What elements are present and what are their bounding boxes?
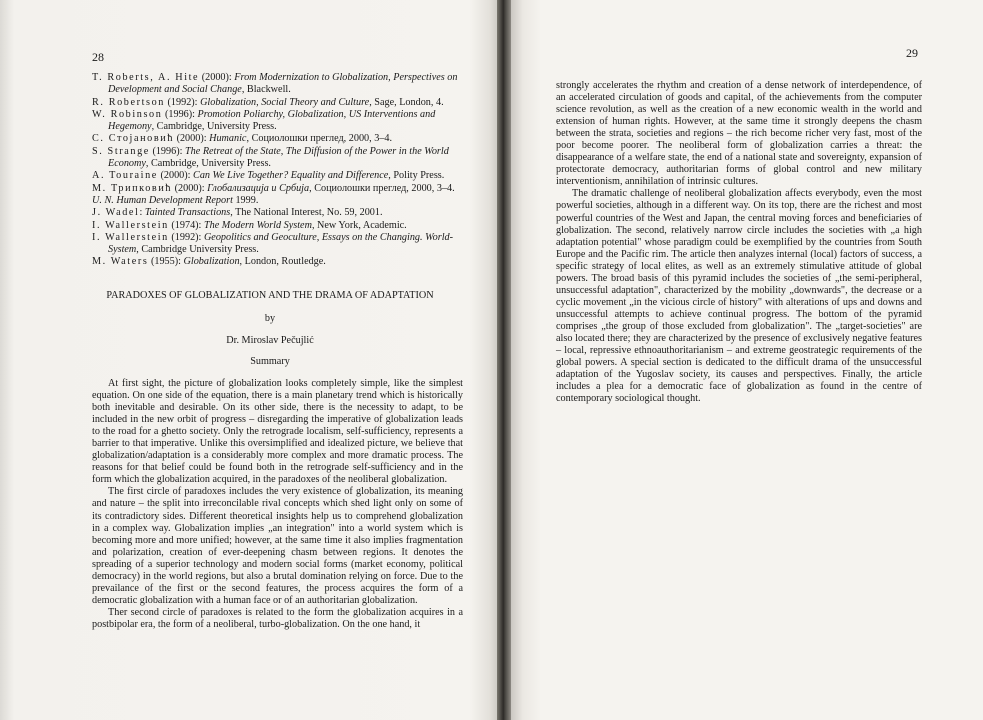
author-name: Dr. Miroslav Pečujlić [226,335,314,346]
reference-title: The Retreat of the State, The Diffusion of the Power in the World Economy [108,145,449,170]
summary-paragraph: The dramatic challenge of neoliberal globalization affects everybody, even the most powerful societies, although in a different way. On its top, there are the richest and most powerful countries of the West and Japan, the central moving forces and beneficiaries of globalization. The second, relatively narrow circle includes the societies with „a high adaptation potential" whose paradigm could be exemplified by the countries from South Europe and the Pacific rim. The article then analyzes internal (local) factors of success, a specific strategy of local elites, as well as an extremely stimulative attitude of global powers. The broad basis of this pyramid includes the societies of „the semi-peripheral, unsuccessful adaptation", characterized by the mobility „downwards", the decrease or a cyclic movement „in the vicious circle of history" with alterations of ups and downs and unsuccessful attempts to achieve continual progress. The bottom of the pyramid comprises „the group of those excluded from globalization". The „target-societies" are also located there; they are characterized by the presence of exclusively negative features – local, repressive ethnoauthoritarianism – and extreme geostrategic requirements of the global powers. A special section is dedicated to the difficult drama of the unsuccessful adaptation of the Yugoslav society, its causes and perspectives. Finally, the article includes a plea for a democratic face of globalization as found in the centre of contemporary sociological thought. [556,188,922,405]
reference-rest: (2000): [157,170,194,182]
reference-entry [92,170,462,182]
book-gutter [497,0,511,720]
reference-entry [92,220,462,232]
reference-rest: (1955): [148,256,184,268]
reference-entry [92,109,462,134]
summary-text-left [92,378,463,631]
reference-author: J. Wadel [92,207,140,219]
summary-heading: Summary [250,356,290,367]
reference-rest: (1996): [149,145,185,157]
reference-rest: (1996): [162,108,198,120]
page-number-right: 29 [906,46,918,60]
reference-after: , Polity Press. [388,170,445,182]
reference-after: , Социолошки преглед, 2000, 3–4. [309,182,455,194]
reference-entry [92,256,462,268]
reference-after: , The National Interest, No. 59, 2001. [230,207,383,219]
byline-by: by [264,313,276,324]
reference-after: , Cambridge, University Press. [151,121,277,133]
reference-after: , Cambridge, University Press. [145,158,271,170]
reference-title: Can We Live Together? Equality and Difference [193,170,389,182]
article-title: PARADOXES OF GLOBALIZATION AND THE DRAMA OF ADAPTATION [106,290,434,301]
reference-title: Globalization [183,256,240,268]
reference-rest: (2000): [174,133,210,145]
reference-list [92,72,462,269]
reference-after: , Blackwell. [241,84,291,96]
reference-entry [92,195,462,207]
page-number-left: 28 [92,50,104,64]
reference-entry [92,72,462,97]
reference-after: , Sage, London, 4. [369,96,444,108]
reference-title: Promotion Poliarchy, Globalization, US Interventions and Hegemony [108,108,436,133]
reference-entry [92,207,462,219]
reference-rest: (2000): [199,72,235,83]
reference-after: 1999. [232,194,259,206]
reference-title: Humanic [209,133,247,145]
reference-entry [92,232,462,257]
summary-paragraph: The first circle of paradoxes includes the very existence of globalization, its meaning and nature – the split into irreconcilable rival concepts which shed light only on some of its contradictory sides. Different theoretical insights help us to comprehend globalization in a complex way. Globalization implies „an integration" into a world system which is becoming more and more unified; however, at the same time it also implies fragmentation and polarization, creation of ever-deepening chasm between regions. It denotes the spreading of a superior technology and modern social forms (market economy, political democracy) in the world regions, but also a brutal domination relying on force. Due to the prevailance of the first or the second features, the process acquires the form of a democratic globalization with a human face or of an authoritarian globalization. [92,486,463,606]
reference-title: Глобализација и Србија [207,182,310,194]
reference-rest: (1974): [168,219,204,231]
reference-author: S. Strange [92,145,150,157]
summary-text-right [556,80,922,405]
reference-entry [92,133,462,145]
reference-title: Geopolitics and Geoculture, Essays on the Changing. World-System [108,231,454,256]
reference-rest: (1992): [164,96,201,108]
reference-author: R. Robertson [92,96,165,108]
reference-author: T. Roberts, A. Hite [92,72,200,83]
reference-author: W. Robinson [92,108,163,120]
reference-title: Tainted Transactions [144,207,231,219]
summary-paragraph: At first sight, the picture of globalization looks completely simple, like the simplest equation. On one side of the equation, there is a main planetary trend which is historically both inevitable and desirable. On its other side, there is the necessity to adapt, to be included in the new orbit of progress – disregarding the imperative of globalization leads to the road for a ghetto society. Only the retrograde localism, self-sufficiency, represents a barrier to that imperative. Unlike this oversimplified and idealized picture, we believe that globalization/adaptation is a considerably more complex and more dramatic process. The reasons for that belief could be found both in the retrograde self-sufficiency and in the form which the globalization acquired, in the paradoxes of the neoliberal globalization. [92,378,463,486]
reference-rest: : [139,207,145,219]
reference-title: U. N. Human Development Report [92,194,233,206]
reference-author: I. Wallerstein [92,219,169,231]
reference-title: From Modernization to Globalization, Perspectives on Development and Social Change [108,72,458,96]
reference-after: , London, Routledge. [239,256,326,268]
reference-entry [92,146,462,171]
reference-author: С. Стојановић [92,133,175,145]
reference-after: , New York, Academic. [311,219,407,231]
reference-after: , Социолошки преглед, 2000, 3–4. [246,133,393,145]
reference-title: Globalization, Social Theory and Culture [200,96,370,108]
reference-rest: (1992): [168,231,204,243]
reference-title: The Modern World System [203,219,312,231]
reference-author: М. Трипковић [92,182,173,194]
reference-entry [92,97,462,109]
reference-author: A. Touraine [92,170,158,182]
summary-paragraph: Ther second circle of paradoxes is related to the form the globalization acquires in a postbipolar era, the form of a neoliberal, turbo-globalization. On the one hand, it [92,606,463,630]
summary-paragraph: strongly accelerates the rhythm and creation of a dense network of interdependence, of an accelerated circulation of goods and capital, of the achievements from the computer science revolution, as well as the creation of a new economic wealth in the world and extension of human rights. However, at the same time it strongly deepens the chasm between the strata, societies and regions – the rich become richer very fast, most of the poor become poorer. The neoliberal form of globalization carries a threat: the disappearance of a welfare state, the end of a national state and sovereignty, expansion of protectorate democracy, authoritarian forms of global control and new military interventionism, annihilation of intrinsic cultures. [556,80,922,188]
reference-entry [92,183,462,195]
reference-author: I. Wallerstein [92,231,169,243]
reference-author: M. Waters [92,256,149,268]
reference-rest: (2000): [172,182,208,194]
reference-after: , Cambridge University Press. [136,244,259,256]
